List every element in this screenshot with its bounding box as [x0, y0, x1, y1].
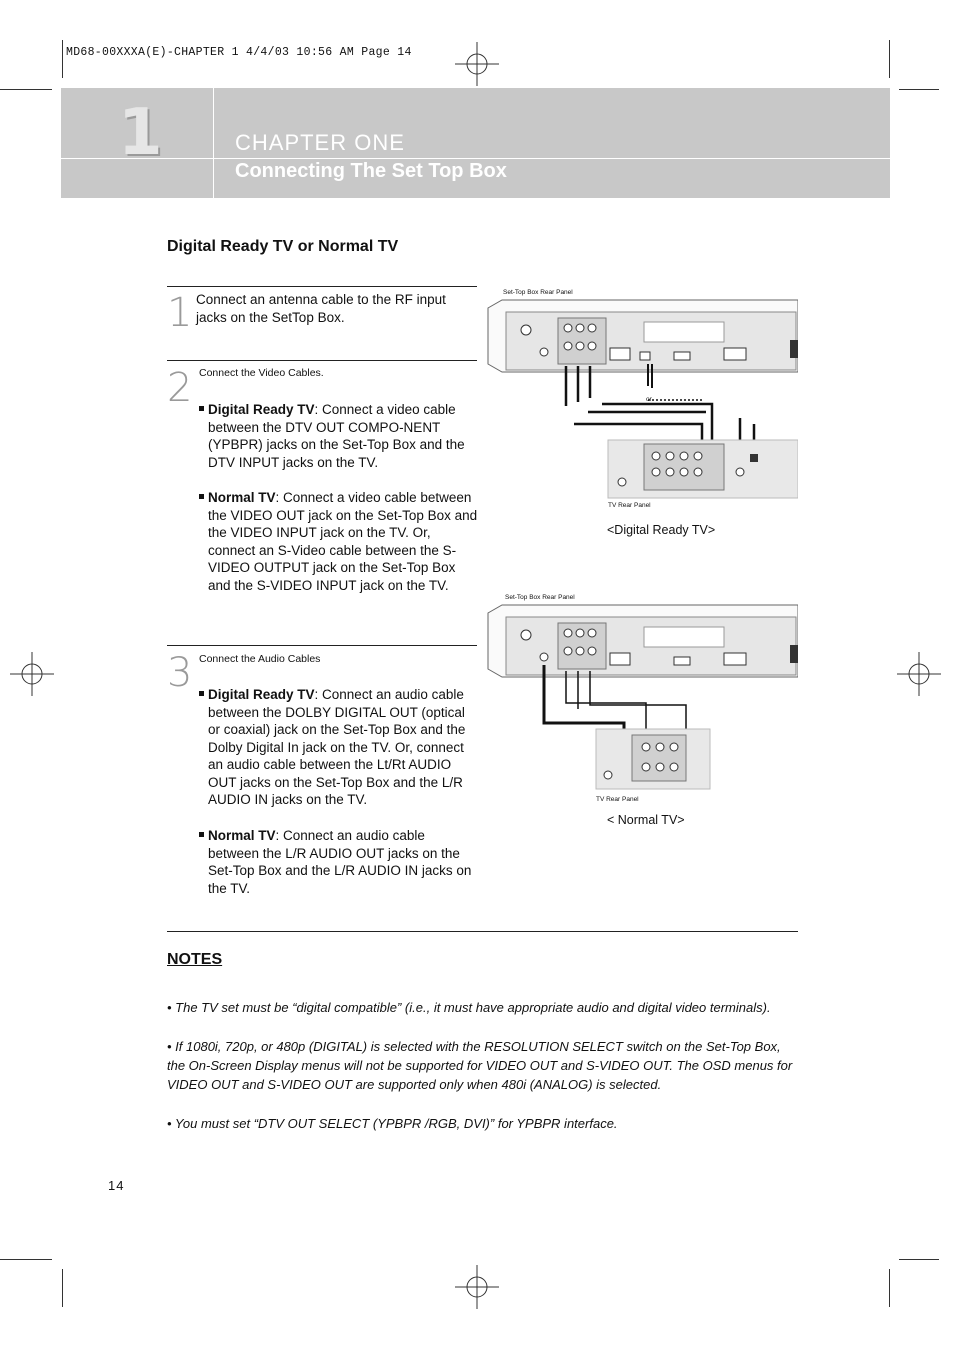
crop-mark: [889, 40, 890, 78]
header-divider: [213, 88, 214, 198]
chapter-number: 1: [118, 96, 163, 170]
or-label: or: [646, 396, 652, 403]
registration-mark: [897, 652, 941, 696]
note-item: • The TV set must be “digital compatible” (i.e., it must have appropriate audio and digital video terminals).: [167, 1000, 771, 1015]
step-1-text: Connect an antenna cable to the RF input jacks on the SetTop Box.: [196, 292, 446, 325]
item-label: Normal TV: [208, 828, 276, 843]
step-2-item-normal: [208, 489, 478, 594]
chapter-subtitle: Connecting The Set Top Box: [235, 160, 507, 182]
tv-panel-label: TV Rear Panel: [596, 796, 639, 803]
bullet: [199, 406, 204, 411]
digital-tv-connection-diagram: [484, 296, 798, 516]
header-rule: [61, 158, 890, 159]
crop-mark: [899, 1259, 939, 1260]
item-label: Digital Ready TV: [208, 402, 315, 417]
step-number: 3: [167, 650, 193, 696]
step-2-item-digital: [208, 401, 478, 471]
notes-rule: [167, 931, 798, 932]
file-header: MD68-00XXXA(E)-CHAPTER 1 4/4/03 10:56 AM Page 14: [66, 46, 412, 59]
caption-normal-tv: < Normal TV>: [607, 813, 685, 827]
registration-mark: [455, 42, 499, 86]
note-item: • You must set “DTV OUT SELECT (YPBPR /RGB, DVI)” for YPBPR interface.: [167, 1116, 618, 1131]
crop-mark: [0, 89, 52, 90]
item-label: Normal TV: [208, 490, 276, 505]
step-3-heading: Connect the Audio Cables: [199, 653, 321, 665]
step-number: 1: [167, 290, 193, 336]
item-text: : Connect an audio cable between the DOLBY DIGITAL OUT (optical or coaxial) jack on the Set-Top Box and the Dolby Digital In jack on the TV. Or, connect an audio cable between the Lt/Rt AUDIO OUT jacks on the Set-Top Box and the L/R AUDIO IN jacks on the TV.: [208, 687, 466, 807]
step-rule: [167, 286, 477, 287]
item-text: : Connect a video cable between the VIDEO OUT jack on the Set-Top Box and the VIDEO INPUT jack on the TV. Or, connect an S-Video cable between the S-VIDEO OUTPUT jack on the Set-Top Box and the S-VIDEO INPUT jack on the TV.: [208, 490, 478, 593]
caption-digital-tv: <Digital Ready TV>: [607, 523, 716, 537]
step-rule: [167, 360, 477, 361]
step-number: 2: [167, 365, 193, 411]
bullet: [199, 691, 204, 696]
section-title: Digital Ready TV or Normal TV: [167, 238, 399, 255]
step-2-heading: Connect the Video Cables.: [199, 367, 324, 379]
page-number: 14: [108, 1178, 125, 1193]
crop-mark: [62, 1269, 63, 1307]
chapter-title: CHAPTER ONE: [235, 130, 405, 155]
registration-mark: [455, 1265, 499, 1309]
bullet: [199, 494, 204, 499]
item-text: : Connect an audio cable between the L/R AUDIO OUT jacks on the Set-Top Box and the L/R AUDIO IN jacks on the TV.: [208, 828, 472, 896]
crop-mark: [889, 1269, 890, 1307]
stb-panel-label: Set-Top Box Rear Panel: [505, 594, 575, 601]
tv-panel-label: TV Rear Panel: [608, 502, 651, 509]
crop-mark: [899, 89, 939, 90]
stb-panel-label: Set-Top Box Rear Panel: [503, 289, 573, 296]
registration-mark: [10, 652, 54, 696]
step-3-item-normal: [208, 827, 478, 897]
notes-title: NOTES: [167, 951, 223, 968]
crop-mark: [62, 40, 63, 78]
step-rule: [167, 645, 477, 646]
note-item: • If 1080i, 720p, or 480p (DIGITAL) is selected with the RESOLUTION SELECT switch on the Set-Top Box, the On-Screen Display menus will not be supported for VIDEO OUT and S-VIDEO OUT. The OSD menus for VIDEO OUT and S-VIDEO OUT are supported only when 480i (ANALOG) is selected.: [167, 1039, 793, 1092]
normal-tv-connection-diagram: [484, 601, 798, 797]
bullet: [199, 832, 204, 837]
crop-mark: [0, 1259, 52, 1260]
item-text: : Connect a video cable between the DTV OUT COMPO-NENT (YPBPR) jacks on the Set-Top Box and the DTV INPUT jacks on the TV.: [208, 402, 465, 470]
step-3-item-digital: [208, 686, 480, 809]
item-label: Digital Ready TV: [208, 687, 315, 702]
